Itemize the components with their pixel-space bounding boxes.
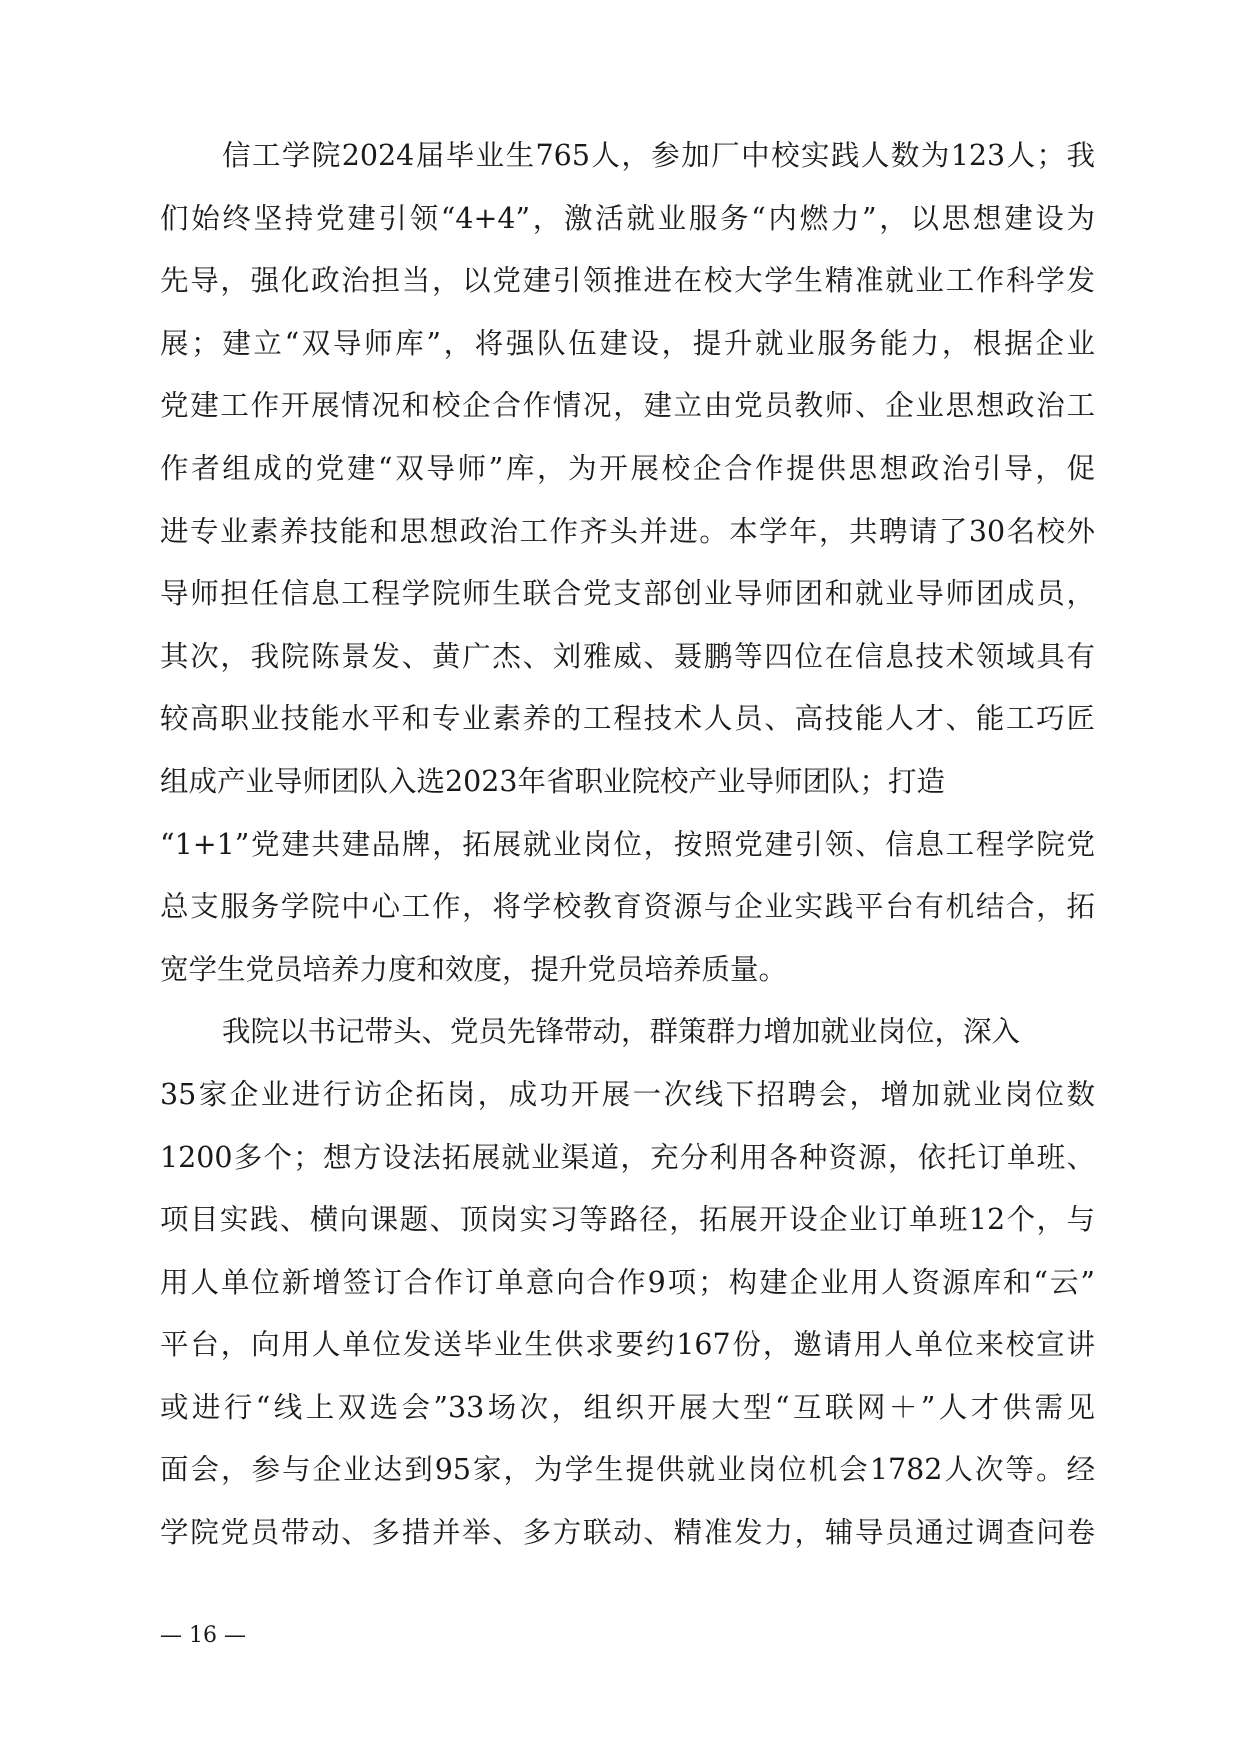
text-line-12: “1+1”党建共建品牌，拓展就业岗位，按照党建引领、信息工程学院党 (160, 827, 1095, 861)
text-line-20: 平台，向用人单位发送毕业生供求要约167份，邀请用人单位来校宣讲 (160, 1328, 1095, 1362)
text-line-2: 们始终坚持党建引领“4+4”，激活就业服务“内燃力”，以思想建设为 (160, 201, 1095, 235)
text-line-16: 35家企业进行访企拓岗，成功开展一次线下招聘会，增加就业岗位数 (160, 1077, 1095, 1111)
text-line-13: 总支服务学院中心工作，将学校教育资源与企业实践平台有机结合，拓 (160, 890, 1095, 924)
text-line-8: 导师担任信息工程学院师生联合党支部创业导师团和就业导师团成员， (160, 577, 1095, 611)
text-line-11: 组成产业导师团队入选2023年省职业院校产业导师团队；打造 (160, 764, 946, 798)
text-line-23: 学院党员带动、多措并举、多方联动、精准发力，辅导员通过调查问卷 (160, 1516, 1095, 1550)
text-line-3: 先导，强化政治担当，以党建引领推进在校大学生精准就业工作科学发 (160, 264, 1095, 298)
text-line-22: 面会，参与企业达到95家，为学生提供就业岗位机会1782人次等。经 (160, 1453, 1095, 1487)
text-line-9: 其次，我院陈景发、黄广杰、刘雅威、聂鹏等四位在信息技术领域具有 (160, 639, 1095, 673)
text-line-1: 信工学院2024届毕业生765人，参加厂中校实践人数为123人；我 (222, 139, 1095, 172)
text-line-15: 我院以书记带头、党员先锋带动，群策群力增加就业岗位，深入 (222, 1015, 1021, 1049)
text-line-10: 较高职业技能水平和专业素养的工程技术人员、高技能人才、能工巧匠 (160, 702, 1095, 736)
text-line-6: 作者组成的党建“双导师”库，为开展校企合作提供思想政治引导，促 (160, 451, 1095, 485)
text-line-4: 展；建立“双导师库”，将强队伍建设，提升就业服务能力，根据企业 (160, 326, 1095, 360)
text-line-19: 用人单位新增签订合作订单意向合作9项；构建企业用人资源库和“云” (160, 1265, 1095, 1299)
text-line-18: 项目实践、横向课题、顶岗实习等路径，拓展开设企业订单班12个，与 (160, 1203, 1095, 1237)
text-line-21: 或进行“线上双选会”33场次，组织开展大型“互联网＋”人才供需见 (160, 1390, 1095, 1424)
text-line-14: 宽学生党员培养力度和效度，提升党员培养质量。 (160, 952, 788, 986)
text-line-7: 进专业素养技能和思想政治工作齐头并进。本学年，共聘请了30名校外 (160, 514, 1095, 548)
text-line-17: 1200多个；想方设法拓展就业渠道，充分利用各种资源，依托订单班、 (160, 1140, 1095, 1174)
text-line-5: 党建工作开展情况和校企合作情况，建立由党员教师、企业思想政治工 (160, 389, 1095, 423)
body-text (160, 125, 1095, 1565)
page-number: — 16 — (160, 1623, 246, 1648)
